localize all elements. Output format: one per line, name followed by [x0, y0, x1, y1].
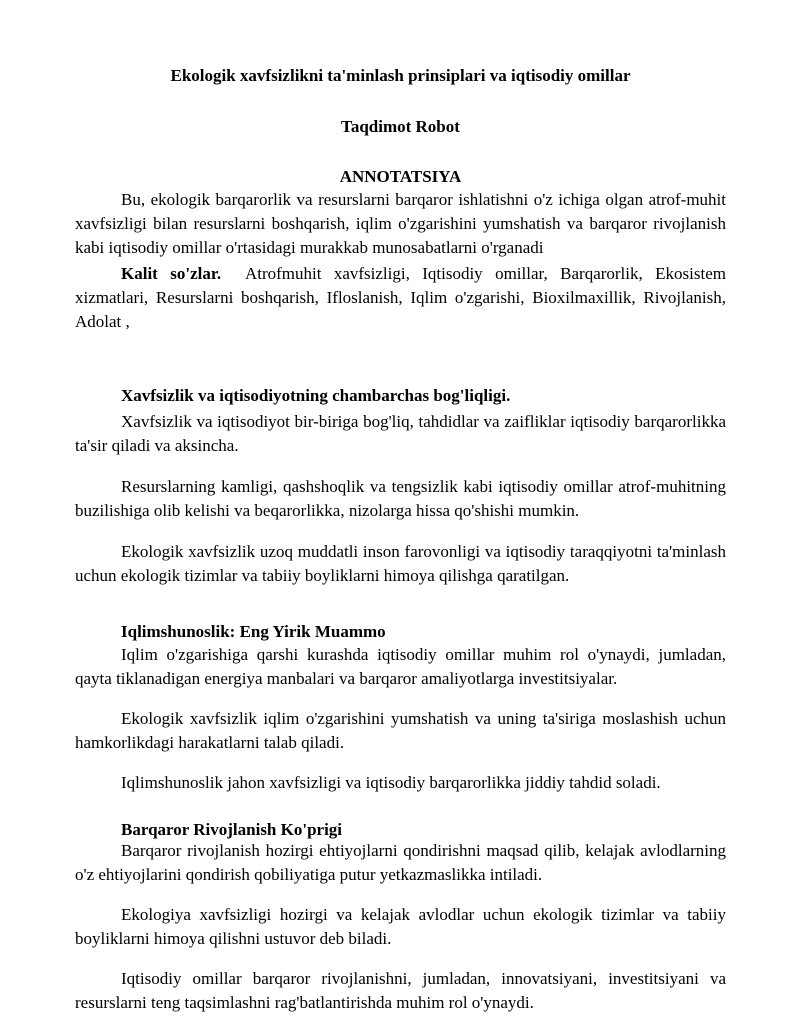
- keywords-label: Kalit so'zlar.: [121, 264, 222, 283]
- document-author: Taqdimot Robot: [341, 117, 460, 136]
- section-paragraph: Iqtisodiy omillar barqaror rivojlanishni, jumladan, innovatsiyani, investitsiyani va resurslarni teng taqsimlashni rag'batlantirishda muhim rol o'ynaydi.: [75, 969, 726, 1012]
- keywords-paragraph: [75, 262, 726, 334]
- document-title: Ekologik xavfsizlikni ta'minlash prinsiplari va iqtisodiy omillar: [170, 66, 631, 85]
- section-heading: Xavfsizlik va iqtisodiyotning chambarchas bog'liqligi.: [121, 386, 511, 405]
- section-paragraph: Barqaror rivojlanish hozirgi ehtiyojlarni qondirishni maqsad qilib, kelajak avlodlarning o'z ehtiyojlarini qondirish qobiliyatiga putur yetkazmaslikka intiladi.: [75, 841, 726, 884]
- section-paragraph: Iqlim o'zgarishiga qarshi kurashda iqtisodiy omillar muhim rol o'ynaydi, jumladan, qayta tiklanadigan energiya manbalari va barqaror amaliyotlarga investitsiyalar.: [75, 645, 726, 688]
- section-paragraph: Ekologiya xavfsizligi hozirgi va kelajak avlodlar uchun ekologik tizimlar va tabiiy boyliklarni himoya qilishni ustuvor deb biladi.: [75, 905, 726, 948]
- annotation-text: Bu, ekologik barqarorlik va resurslarni barqaror ishlatishni o'z ichiga olgan atrof-muhit xavfsizligi bilan resurslarni boshqarish, iqlim o'zgarishini yumshatish va barqaror rivojlanish kabi iqtisodiy omillar o'rtasidagi murakkab munosabatlarni o'rganadi: [75, 190, 726, 257]
- section-paragraph: Xavfsizlik va iqtisodiyot bir-biriga bog'liq, tahdidlar va zaifliklar iqtisodiy barqarorlikka ta'sir qiladi va aksincha.: [75, 412, 726, 455]
- section-paragraph: Resurslarning kamligi, qashshoqlik va tengsizlik kabi iqtisodiy omillar atrof-muhitning buzilishiga olib kelishi va beqarorlikka, nizolarga hissa qo'shishi mumkin.: [75, 477, 726, 520]
- section-paragraph: Ekologik xavfsizlik uzoq muddatli inson farovonligi va iqtisodiy taraqqiyotni ta'minlash uchun ekologik tizimlar va tabiiy boyliklarni himoya qilishga qaratilgan.: [75, 542, 726, 585]
- annotation-heading: ANNOTATSIYA: [339, 167, 462, 186]
- section-paragraph: Iqlimshunoslik jahon xavfsizligi va iqtisodiy barqarorlikka jiddiy tahdid soladi.: [121, 773, 661, 792]
- section-paragraph: Ekologik xavfsizlik iqlim o'zgarishini yumshatish va uning ta'siriga moslashish uchun hamkorlikdagi harakatlarni talab qiladi.: [75, 709, 726, 752]
- section-heading: Barqaror Rivojlanish Ko'prigi: [121, 820, 343, 839]
- keywords-text: Atrofmuhit xavfsizligi, Iqtisodiy omillar, Barqarorlik, Ekosistem xizmatlari, Resurslarni boshqarish, Ifloslanish, Iqlim o'zgarishi, Bioxilmaxillik, Rivojlanish, Adolat ,: [75, 264, 726, 331]
- section-heading: Iqlimshunoslik: Eng Yirik Muammo: [121, 622, 386, 641]
